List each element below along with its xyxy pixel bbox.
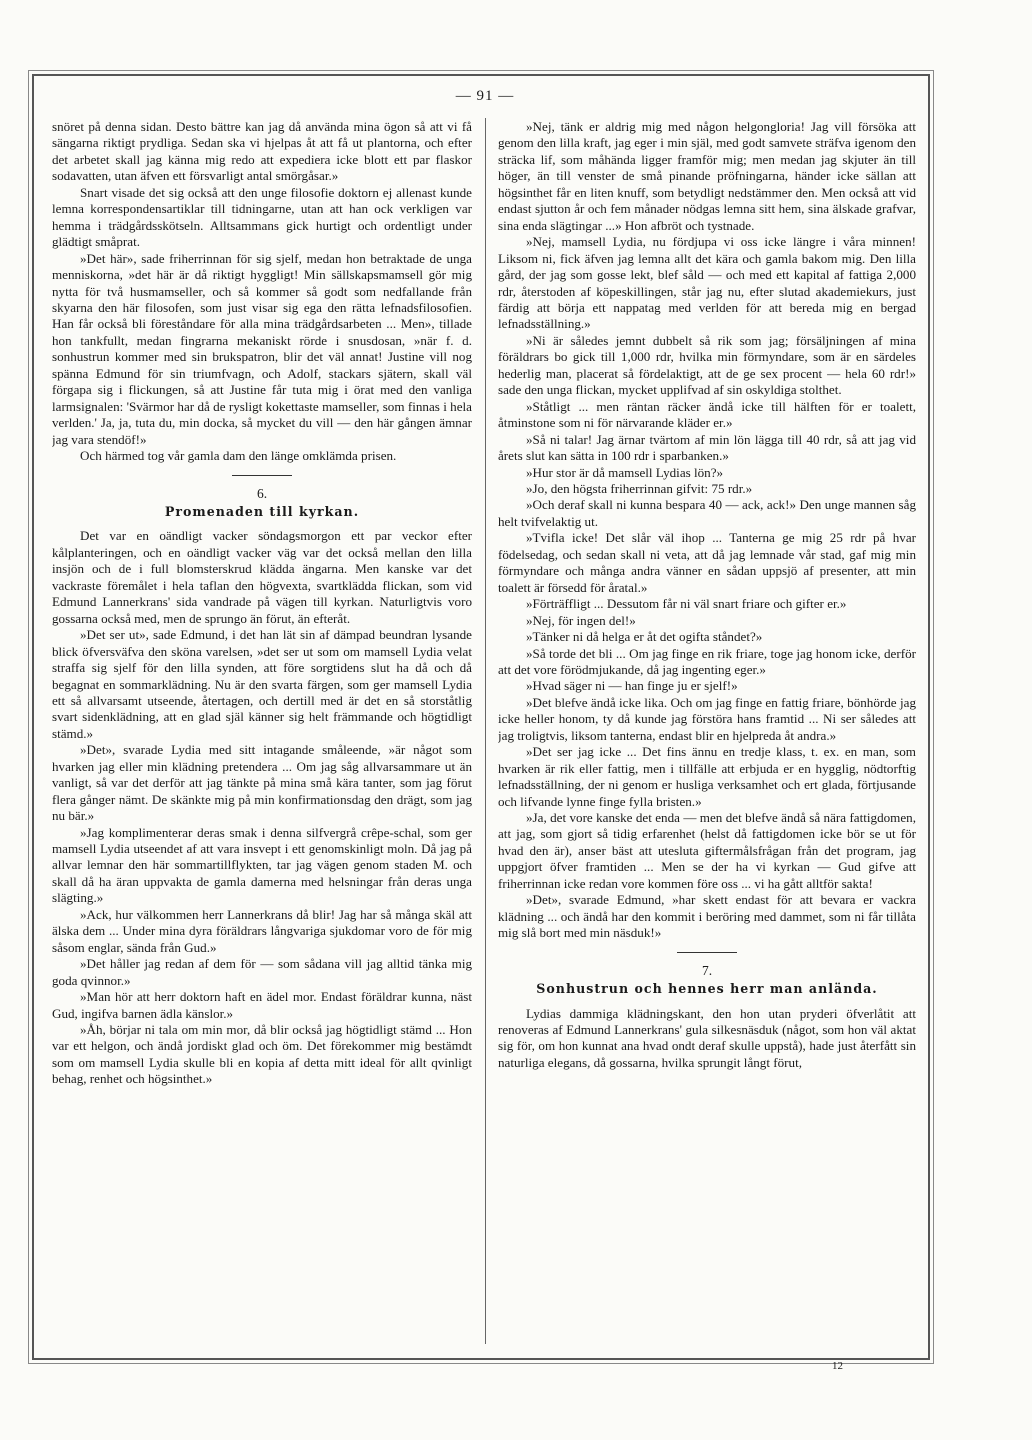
paragraph: »Jag komplimenterar deras smak i denna silfvergrå crêpe-schal, som ger mamsell Lydia utseendet af att vara insvept i ett genomskinligt moln. Då jag på allvar lemnar den här sommartillflykten, tar jag vägen genom staden M. och skall då ha äran uppvakta de gamla damerna med helsningar från deras unga slägting.»: [52, 824, 472, 906]
paragraph: »Så ni talar! Jag ärnar tvärtom af min lön lägga till 40 rdr, så att jag vid årets slut kan sätta in 100 rdr i sparbanken.»: [498, 431, 916, 464]
paragraph: »Nej, för ingen del!»: [526, 612, 636, 628]
section-title: Promenaden till kyrkan.: [164, 503, 360, 519]
paragraph: »Så torde det bli ... Om jag finge en rik friare, toge jag honom icke, derför att det vore förödmjukande, då jag ingenting eger.»: [498, 645, 916, 677]
paragraph: »Åh, börjar ni tala om min mor, då blir också jag högtidligt stämd ... Hon var ett helgon, och ändå jordiskt glad och öm. Det förekommer mig bestämdt som om mamsell Lydia skulle bli en kopia af detta mitt ideal för allt qvinligt behag, renhet och högsinthet.»: [52, 1022, 472, 1087]
section-number: 6.: [256, 485, 268, 501]
paragraph: »Och deraf skall ni kunna bespara 40 — ack, ack!» Den unge mannen såg helt tvifvelaktig ut.: [498, 497, 916, 529]
paragraph: snöret på denna sidan. Desto bättre kan jag då använda mina ögon så att vi få sängarna riktigt prydliga. Sedan ska vi hjelpas åt att få ut plantorna, och efter det arbetet skall jag känna mig redo att expediera icke blott ett par flaskor sodavatten, utan äfven ett försvarligt antal smörgåsar.»: [52, 119, 472, 184]
paragraph: »Tvifla icke! Det slår väl ihop ... Tanterna ge mig 25 rdr på hvar födelsedag, och sedan skall ni veta, att då jag lemnade vår stad, gaf mig min förmyndare och många andra vänner en sådan uppsjö af presenter, att min toalett är försedd för åratal.»: [498, 530, 916, 595]
paragraph: »Hur stor är då mamsell Lydias lön?»: [526, 464, 724, 480]
paragraph: »Nej, mamsell Lydia, nu fördjupa vi oss icke längre i våra minnen! Liksom ni, fick äfven jag lemna allt det kära och gamla bakom mig. Den lilla gård, der jag som gosse lekt, blef såld — och med ett kapital af fattiga 2,000 rdr, återstoden af köpeskillingen, står jag nu, efter slutad akademiekurs, just färdig att börja ett nappatag med verlden för att bereda mig en bergad lefnadsställning.»: [498, 234, 916, 332]
paragraph: »Tänker ni då helga er åt det ogifta ståndet?»: [526, 629, 763, 645]
paragraph: Och härmed tog vår gamla dam den länge omklämda prisen.: [80, 448, 397, 464]
section-rule: [677, 952, 737, 953]
paragraph: Snart visade det sig också att den unge filosofie doktorn ej allenast kunde lemna korrespondensartiklar till tidningarne, utan att han ock verkligen var hemma i trädgårdsskötseln. Alltsammans gick hurtigt och ordentligt under glädtigt småprat.: [52, 184, 472, 250]
paragraph: »Det ser ut», sade Edmund, i det han lät sin af dämpad beundran lysande blick öfversväfva den sköna varelsen, »det ser ut som om mamsell Lydia velat straffa sig sjelf för den lilla synden, att före sorgtidens slut ha då och då begagnat en sommarklädning. Nu är den svarta färgen, som ger mamsell Lydia ett så allvarsamt utseende, återtagen, och dertill med är det en så storståtlig svart sidenklädning, att en glad själ känner sig helt främmande och högtidligt stämd.»: [52, 627, 472, 741]
paragraph: »Ståtligt ... men räntan räcker ändå icke till hälften för er toalett, åtminstone som ni för närvarande kläder er.»: [498, 398, 916, 431]
paragraph: Lydias dammiga klädningskant, den hon utan pryderi öfverlåtit att renoveras af Edmund Lannerkrans' gula silkesnäsduk (något, som hon väl aktat sig för, om hon kunnat ana hvad ondt deraf skulle uppstå), hade just återfått sin naturliga elegans, då gossarna, hvilka sprungit långt förut,: [498, 1005, 916, 1070]
section-number: 7.: [701, 962, 713, 978]
section-rule: [232, 475, 292, 476]
column-divider: [485, 118, 486, 1344]
paragraph: Det var en oändligt vacker söndagsmorgon ett par veckor efter kålplanteringen, och en oändligt vacker väg var det också mellan den lilla insjön och de i full blomsterskrud klädda ängarna. Men kanske var det vackraste föremålet i hela taflan den högvexta, svartklädda flickan, som vid Edmund Lannerkrans' sida vandrade på vägen till kyrkan. Naturligtvis voro gossarna också med, men de sprungo än förut, än efteråt.: [52, 528, 472, 626]
paragraph: »Det ser jag icke ... Det fins ännu en tredje klass, t. ex. en man, som hvarken är rik eller fattig, men i tillfälle att erbjuda er en hygglig, nödtorftig lefnadsställning, der ni genom er husliga verksamhet och ert glada, förtjusande och lifvande lynne finge fylla bristen.»: [498, 744, 916, 809]
page-number: — 91 —: [455, 88, 515, 104]
paragraph: »Ja, det vore kanske det enda — men det blefve ändå så nära fattigdomen, att jag, som gjort så tidig erfarenhet (helst då fattigdomen icke bör se ut för hvad den är), anser bäst att utesluta giftermålsfrågan från det program, jag uppgjort öfver framtiden ... Men se der ha vi kyrkan — Gud gifve att friherrinnan icke redan vore kommen före oss ... vi ha gått alltför sakta!: [498, 810, 916, 891]
paragraph: »Hvad säger ni — han finge ju er sjelf!»: [526, 678, 738, 694]
paragraph: »Det blefve ändå icke lika. Och om jag finge en fattig friare, bönhörde jag icke heller honom, ty då kunde jag förstöra hans framtid ... Ni ser således att jag troligtvis, liksom tanterna, endast blir en hjelpreda åt andra.»: [498, 694, 916, 743]
paragraph: »Jo, den högsta friherrinnan gifvit: 75 rdr.»: [526, 480, 753, 496]
signature-mark: 12: [832, 1360, 843, 1372]
paragraph: »Ack, hur välkommen herr Lannerkrans då blir! Jag har så många skäl att älska dem ... Under mina dyra föräldrars långvariga sjukdomar voro de för mig såsom englar, sända från Gud.»: [52, 906, 472, 955]
paragraph: »Man hör att herr doktorn haft en ädel mor. Endast föräldrar kunna, näst Gud, ingifva barnen ädla känslor.»: [52, 989, 472, 1021]
paragraph: »Det», svarade Edmund, »har skett endast för att bevara er vackra klädning ... och ändå har den kommit i beröring med dammet, som ni får tillåta mig slå bort med min näsduk!»: [498, 892, 916, 941]
section-title: Sonhustrun och hennes herr man anlända.: [536, 981, 878, 997]
paragraph: »Förträffligt ... Dessutom får ni väl snart friare och gifter er.»: [526, 596, 847, 612]
right-column: [498, 119, 916, 1341]
paragraph: »Det här», sade friherrinnan för sig sjelf, medan hon betraktade de unga menniskorna, »det här är då riktigt hyggligt! Min sällskapsmamsell gör mig nytta för två husmamseller, och så kommer så godt som nedfallande från skyarna den här filosofen, som just visar sig ega den rätta lefnadsfilosofien. Han får också bli föreståndare för alla mina trädgårdsarbeten ... Men», tillade hon tankfullt, medan fingrarna mekaniskt rörde i snusdosan, »när f. d. sonhustrun kommer med sin brukspatron, blir det väl annat! Justine vill nog spänna Edmund för sin triumfvagn, och Adolf, stackars sjätern, skall väl förgapa sig i flickungen, så att Justine får tuta mig i örat med den vanliga larmsignalen: 'Svärmor har då de rysligt kokettaste mamseller, som finnas i hela verlden.' Ja, ja, tuta du, min docka, så mycket du vill — den här gången ämnar jag vara stendöf!»: [52, 250, 472, 447]
paragraph: »Ni är således jemnt dubbelt så rik som jag; försäljningen af mina föräldrars bo gick till 1,000 rdr, hvilka min förmyndare, som är en särdeles hederlig man, placerat så fördelaktigt, att de ge sex procent — hela 60 rdr!» sade den unga flickan, mycket upplifvad af sin oskyldiga stolthet.: [498, 332, 916, 398]
paragraph: »Det», svarade Lydia med sitt intagande småleende, »är något som hvarken jag eller min klädning pretendera ... Om jag såg allvarsammare ut än vanligt, så var det derför att jag tänkte på mina små kära tanter, som jag förut flera gånger nämt. De skänkte mig på min konfirmationsdag den drägt, som jag nu bär.»: [52, 742, 472, 824]
paragraph: »Nej, tänk er aldrig mig med någon helgongloria! Jag vill försöka att genom den lilla kraft, jag eger i min själ, med godt samvete sträfva igenom den sträcka lif, som måhända ligger framför mig; men medan jag skjuter än till höger, än till venster de små pinande pröfningarna, händer icke sällan att högsinthet får en liten knuff, som betydligt nedstämmer den. Men också att vid endast sjutton år och fem månader nödgas lemna sitt hem, sina älskade grafvar, sina enda slägtingar ...» Hon afbröt och tystnade.: [498, 119, 916, 233]
left-column: [52, 119, 472, 1339]
paragraph: »Det håller jag redan af dem för — som sådana vill jag alltid tänka mig goda qvinnor.»: [52, 956, 472, 988]
